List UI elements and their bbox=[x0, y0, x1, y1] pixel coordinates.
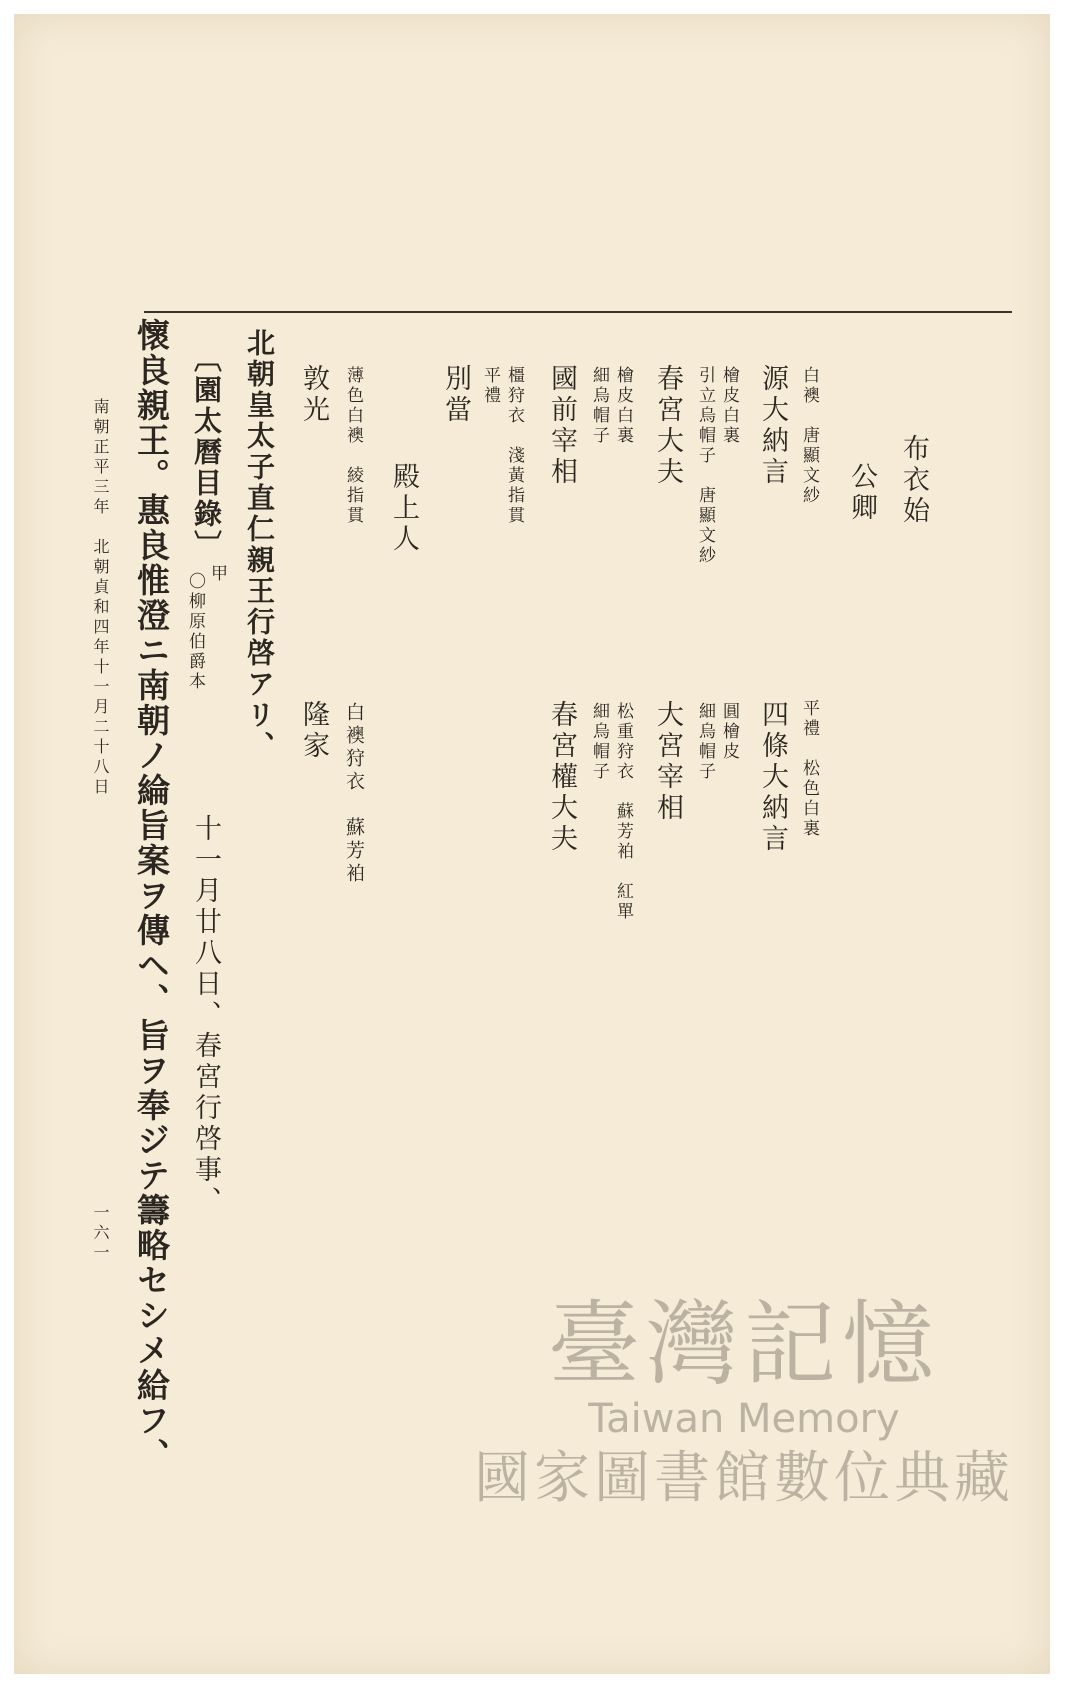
entry-6-name: 春宮權大夫 bbox=[546, 700, 577, 855]
entry-1-name: 源大納言 bbox=[757, 364, 788, 488]
category-heading: 公卿 bbox=[846, 462, 877, 524]
entry-9-name: 敦光 bbox=[298, 364, 329, 426]
entry-1-attire-2a: 檜皮白裏 bbox=[719, 366, 739, 446]
entry-9-attire: 薄色白襖 綾指貫 bbox=[343, 366, 363, 526]
body-line-2: 十一月廿八日、春宮行啓事、 bbox=[190, 814, 221, 1217]
page-number: 一六一 bbox=[91, 1204, 110, 1264]
entry-1-attire-2b: 引立烏帽子 唐顯文紗 bbox=[695, 366, 715, 566]
subheading-denjobito: 殿上人 bbox=[388, 462, 419, 555]
entry-3-attire-1a: 檜皮白裏 bbox=[613, 366, 633, 446]
entry-10-name: 隆家 bbox=[298, 700, 329, 762]
header-rule bbox=[144, 311, 1012, 313]
entry-2-attire-1: 平禮 松色白裏 bbox=[799, 699, 819, 839]
source-note-a: 甲 bbox=[207, 564, 227, 584]
entry-2-attire-2b: 細烏帽子 bbox=[695, 702, 715, 782]
entry-2-attire-2a: 圓檜皮 bbox=[719, 702, 739, 762]
entry-3-attire-1b: 細烏帽子 bbox=[589, 366, 609, 446]
watermark-main: 臺灣記憶 bbox=[547, 1291, 940, 1398]
watermark bbox=[464, 1291, 1024, 1559]
entry-1-attire-1: 白襖 唐顯文紗 bbox=[799, 366, 819, 506]
source-note-b: 〇柳原伯爵本 bbox=[185, 572, 205, 692]
source-citation: 〔園太曆目錄〕 bbox=[190, 344, 223, 561]
body-line-3: 懷良親王。惠良惟澄ニ南朝ノ綸旨案ヲ傳ヘ、旨ヲ奉ジテ籌略セシメ給フ、 bbox=[132, 318, 171, 1473]
document-page bbox=[14, 14, 1050, 1674]
entry-4-attire-1a: 松重狩衣 蘇芳袙 紅單 bbox=[613, 702, 633, 922]
body-line-1: 北朝皇太子直仁親王行啓アリ、 bbox=[243, 328, 276, 762]
entry-5-attire-1b: 平禮 bbox=[480, 366, 500, 406]
entry-4-attire-1b: 細烏帽子 bbox=[589, 702, 609, 782]
entry-4-name: 大宮宰相 bbox=[652, 700, 683, 824]
margin-date: 南朝正平三年 北朝貞和四年十一月二十八日 bbox=[91, 398, 110, 798]
entry-7-name: 別當 bbox=[440, 364, 471, 426]
entry-10-attire: 白襖狩衣 蘇芳袙 bbox=[343, 702, 365, 886]
entry-2-name: 四條大納言 bbox=[757, 700, 788, 855]
entry-5-attire-1a: 橿狩衣 淺黃指貫 bbox=[504, 366, 524, 526]
section-title: 布衣始 bbox=[898, 434, 929, 527]
entry-3-name: 春宮大夫 bbox=[652, 364, 683, 488]
watermark-sub: 國家圖書館數位典藏 bbox=[474, 1446, 1014, 1511]
entry-5-name: 國前宰相 bbox=[546, 364, 577, 488]
watermark-english: Taiwan Memory bbox=[588, 1396, 900, 1442]
